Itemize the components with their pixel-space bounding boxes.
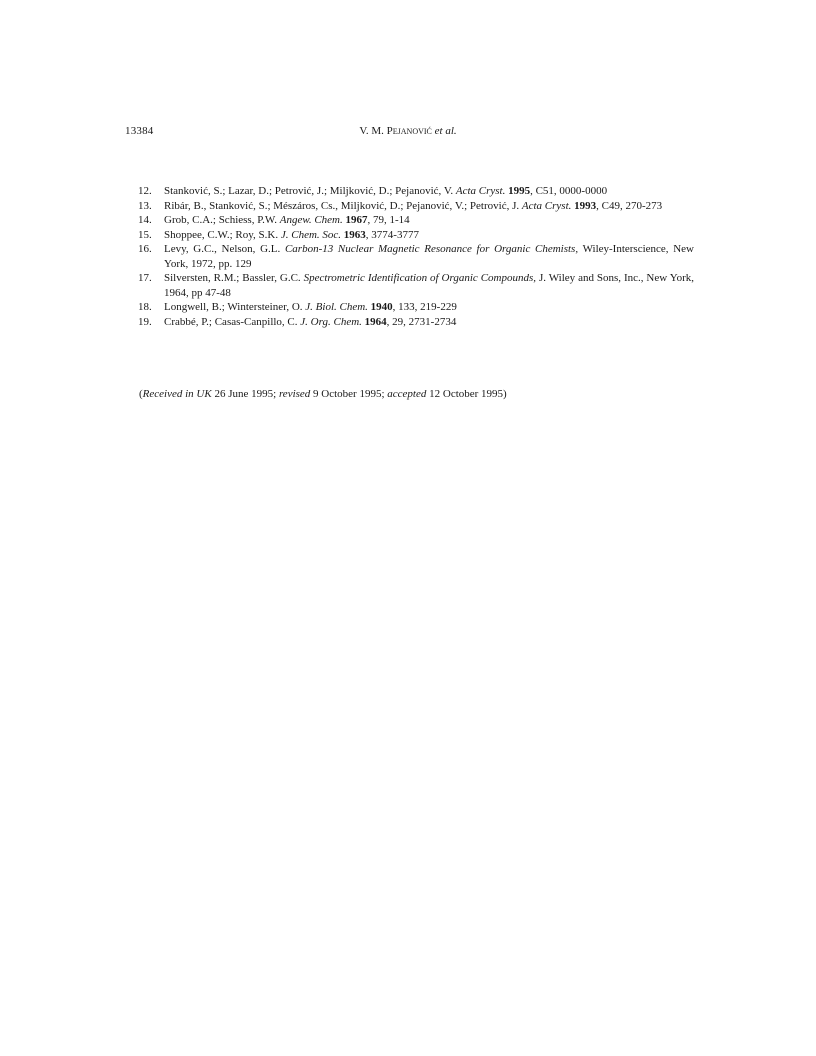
- reference-text: [164, 271, 694, 300]
- reference-segment: Ribár, B., Stanković, S.; Mészáros, Cs., Miljković, D.; Pejanović, V.; Petrović, J.: [164, 199, 522, 212]
- received-open: (: [139, 388, 143, 400]
- reference-item: [138, 300, 694, 315]
- reference-number: 12.: [138, 185, 152, 197]
- revised-date: 9 October 1995;: [310, 388, 388, 400]
- reference-title: Acta Cryst.: [455, 185, 506, 197]
- reference-item: [138, 184, 694, 199]
- reference-number: 19.: [138, 315, 152, 328]
- reference-list: [138, 184, 694, 329]
- reference-segment: , 79, 1-14: [367, 214, 410, 226]
- reference-text: [164, 242, 694, 271]
- reference-title: J. Org. Chem.: [300, 315, 362, 328]
- reference-number: 18.: [138, 301, 152, 313]
- accepted-date: 12 October 1995): [426, 388, 507, 400]
- reference-text: [164, 213, 694, 228]
- reference-year: 1940: [370, 301, 393, 313]
- reference-item: [138, 213, 694, 228]
- reference-year: 1995: [508, 185, 531, 197]
- reference-number: 14.: [138, 214, 152, 226]
- reference-item: [138, 271, 694, 300]
- reference-segment: , C49, 270-273: [596, 199, 663, 212]
- reference-text: [164, 300, 694, 315]
- reference-segment: Levy, G.C., Nelson, G.L.: [164, 243, 285, 255]
- running-head: [0, 125, 816, 137]
- reference-title: Acta Cryst.: [521, 199, 572, 212]
- reference-year: 1963: [343, 228, 366, 241]
- reference-segment: , 29, 2731-2734: [386, 315, 457, 328]
- reference-text: [164, 184, 694, 199]
- reference-segment: J. Wiley and Sons, Inc., New York, 1964, pp 47-48: [164, 272, 694, 299]
- reference-number: 15.: [138, 228, 152, 241]
- reference-item: [138, 242, 694, 271]
- reference-number: 16.: [138, 243, 152, 255]
- reference-segment: Grob, C.A.; Schiess, P.W.: [164, 214, 280, 226]
- author-suffix: et al.: [434, 125, 457, 137]
- reference-segment: Crabbé, P.; Casas-Canpillo, C.: [164, 315, 301, 328]
- reference-title: Carbon-13 Nuclear Magnetic Resonance for Organic Chemists,: [284, 243, 579, 255]
- reference-year: 1993: [574, 199, 597, 212]
- accepted-label: accepted: [387, 388, 427, 400]
- reference-year: 1967: [345, 214, 368, 226]
- page-number: 13384: [125, 125, 154, 137]
- reference-segment: , 133, 219-229: [392, 301, 457, 313]
- reference-segment: Silversten, R.M.; Bassler, G.C.: [164, 272, 304, 284]
- reference-title: Spectrometric Identification of Organic Compounds,: [303, 272, 537, 284]
- received-line: [139, 388, 507, 400]
- received-date: 26 June 1995;: [211, 388, 279, 400]
- reference-segment: Shoppee, C.W.; Roy, S.K.: [164, 228, 281, 241]
- reference-text: [164, 228, 694, 243]
- reference-item: [138, 315, 694, 330]
- reference-segment: Wiley-Interscience, New York, 1972, pp. 129: [164, 243, 694, 270]
- received-label: Received in UK: [142, 388, 212, 400]
- reference-text: [164, 199, 694, 214]
- reference-number: 13.: [138, 199, 152, 212]
- revised-label: revised: [278, 388, 311, 400]
- reference-segment: , C51, 0000-0000: [530, 185, 608, 197]
- reference-segment: Stanković, S.; Lazar, D.; Petrović, J.; Miljković, D.; Pejanović, V.: [164, 185, 456, 197]
- reference-number: 17.: [138, 272, 152, 284]
- reference-segment: , 3774-3777: [365, 228, 419, 241]
- reference-segment: Longwell, B.; Wintersteiner, O.: [164, 301, 306, 313]
- author-surname: Pejanović: [386, 125, 432, 137]
- reference-title: J. Biol. Chem.: [305, 301, 368, 313]
- reference-item: [138, 228, 694, 243]
- reference-text: [164, 315, 694, 330]
- reference-year: 1964: [364, 315, 387, 328]
- author-initials: V. M.: [359, 125, 387, 137]
- reference-item: [138, 199, 694, 214]
- reference-title: J. Chem. Soc.: [280, 228, 342, 241]
- reference-title: Angew. Chem.: [279, 214, 343, 226]
